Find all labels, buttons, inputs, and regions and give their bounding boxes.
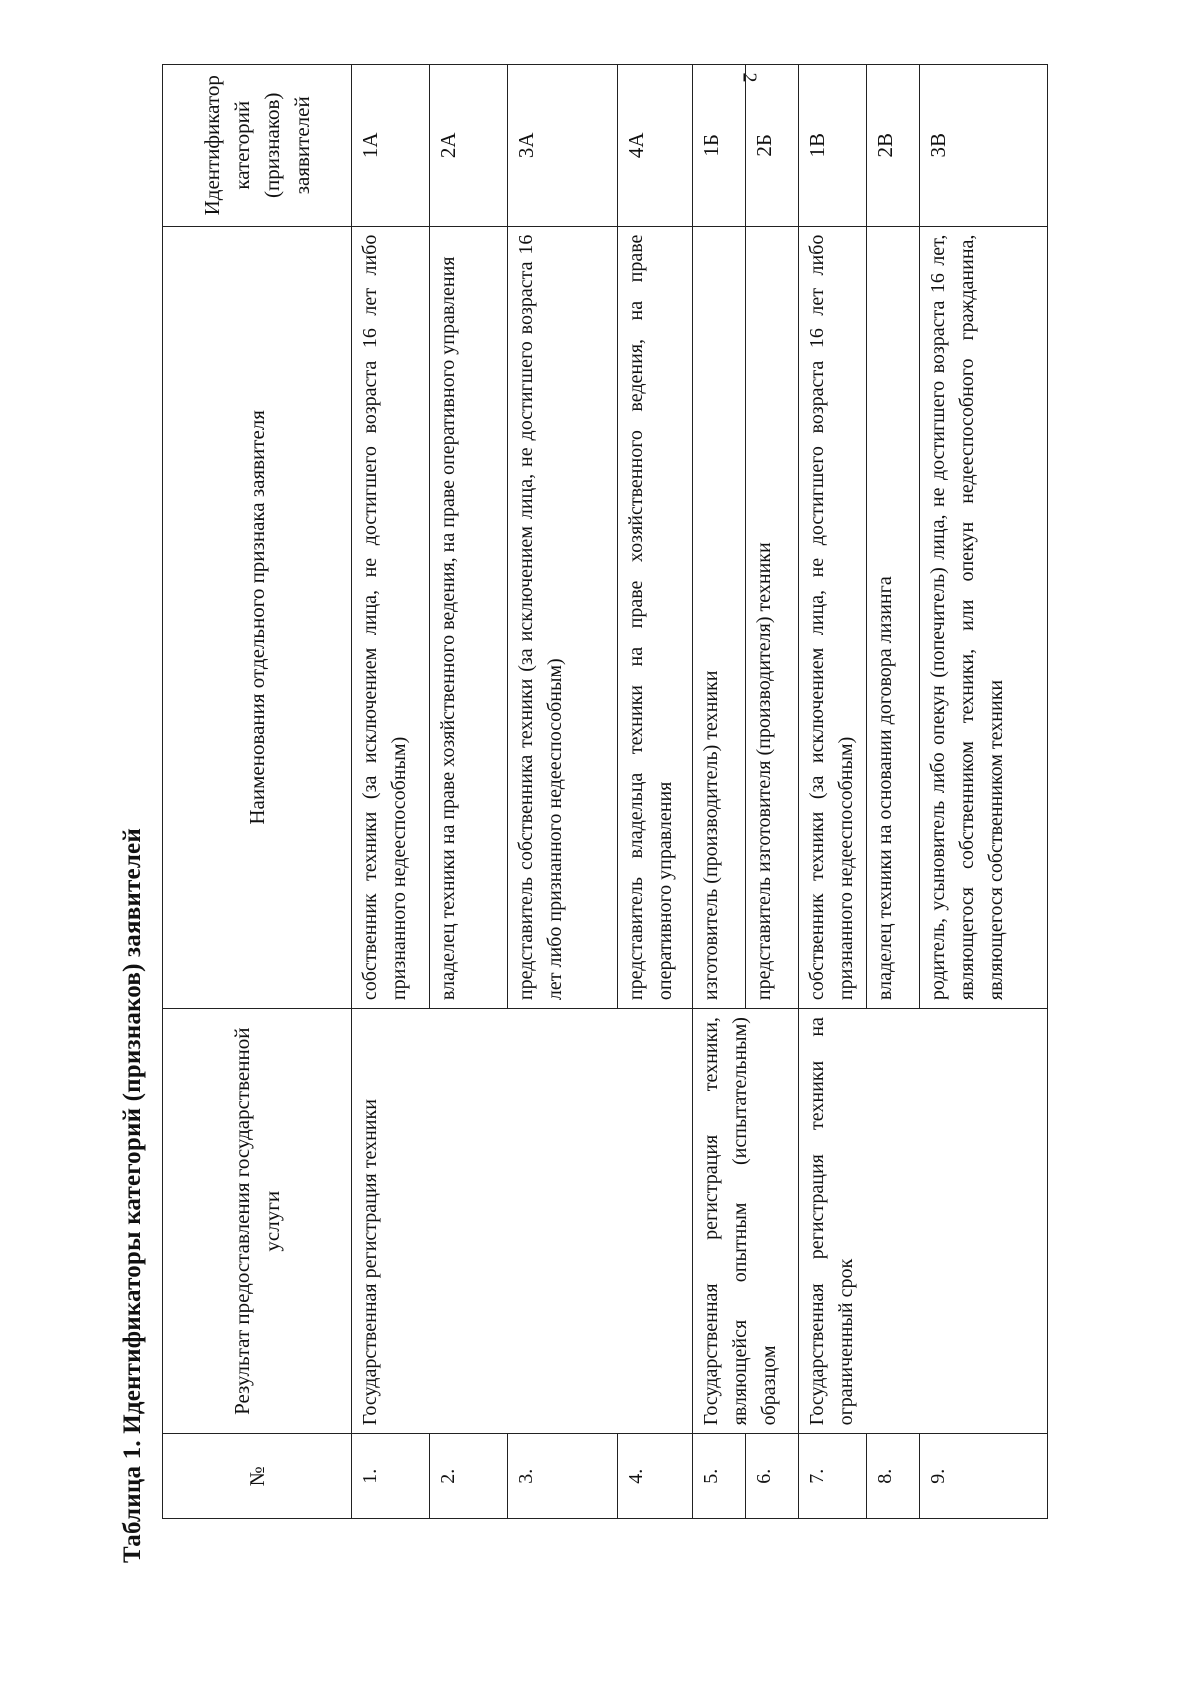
row-identifier: 1А: [352, 65, 430, 227]
row-num: 1.: [352, 1434, 430, 1519]
row-name: владелец техники на праве хозяйственного ведения, на праве оперативного управления: [430, 226, 508, 1009]
row-num: 6.: [746, 1434, 799, 1519]
rotated-page-content: [118, 3, 1178, 1563]
row-name: собственник техники (за исключением лица, не достигшего возраста 16 лет либо признанного недееспособным): [799, 226, 867, 1009]
header-name: Наименования отдельного признака заявителя: [163, 226, 352, 1009]
row-identifier: 2Б: [746, 65, 799, 227]
row-name: родитель, усыновитель либо опекун (попечитель) лица, не достигшего возраста 16 лет, являющегося собственником техники, или опекун недееспособного гражданина, являющегося собственником техники: [920, 226, 1048, 1009]
row-identifier: 1В: [799, 65, 867, 227]
header-identifier: Идентификатор категорий (признаков) заявителей: [163, 65, 352, 227]
header-num: №: [163, 1434, 352, 1519]
row-name: изготовитель (производитель) техники: [693, 226, 746, 1009]
identifiers-table: [162, 64, 1048, 1519]
row-name: собственник техники (за исключением лица, не достигшего возраста 16 лет либо признанного недееспособным): [352, 226, 430, 1009]
row-identifier: 4А: [618, 65, 693, 227]
row-num: 2.: [430, 1434, 508, 1519]
row-num: 9.: [920, 1434, 1048, 1519]
result-cell: Государственная регистрация техники на ограниченный срок: [799, 1009, 1048, 1434]
table-title: Таблица 1. Идентификаторы категорий (признаков) заявителей: [119, 828, 146, 1563]
table-row: [799, 65, 867, 1519]
row-identifier: 3В: [920, 65, 1048, 227]
result-cell: Государственная регистрация техники, являющейся опытным (испытательным) образцом: [693, 1009, 799, 1434]
row-name: владелец техники на основании договора лизинга: [867, 226, 920, 1009]
row-name: представитель владельца техники на праве хозяйственного ведения, на праве оперативного управления: [618, 226, 693, 1009]
row-identifier: 2А: [430, 65, 508, 227]
page-number: 2: [738, 72, 761, 83]
row-name: представитель изготовителя (производителя) техники: [746, 226, 799, 1009]
table-row: [693, 65, 746, 1519]
row-identifier: 1Б: [693, 65, 746, 227]
table-row: [352, 65, 430, 1519]
table-header-row: [163, 65, 352, 1519]
result-cell: Государственная регистрация техники: [352, 1009, 693, 1434]
row-num: 5.: [693, 1434, 746, 1519]
row-num: 3.: [508, 1434, 618, 1519]
row-num: 4.: [618, 1434, 693, 1519]
row-name: представитель собственника техники (за исключением лица, не достигшего возраста 16 лет либо признанного недееспособным): [508, 226, 618, 1009]
row-num: 7.: [799, 1434, 867, 1519]
row-identifier: 3А: [508, 65, 618, 227]
row-identifier: 2В: [867, 65, 920, 227]
row-num: 8.: [867, 1434, 920, 1519]
header-result: Результат предоставления государственной услуги: [163, 1009, 352, 1434]
